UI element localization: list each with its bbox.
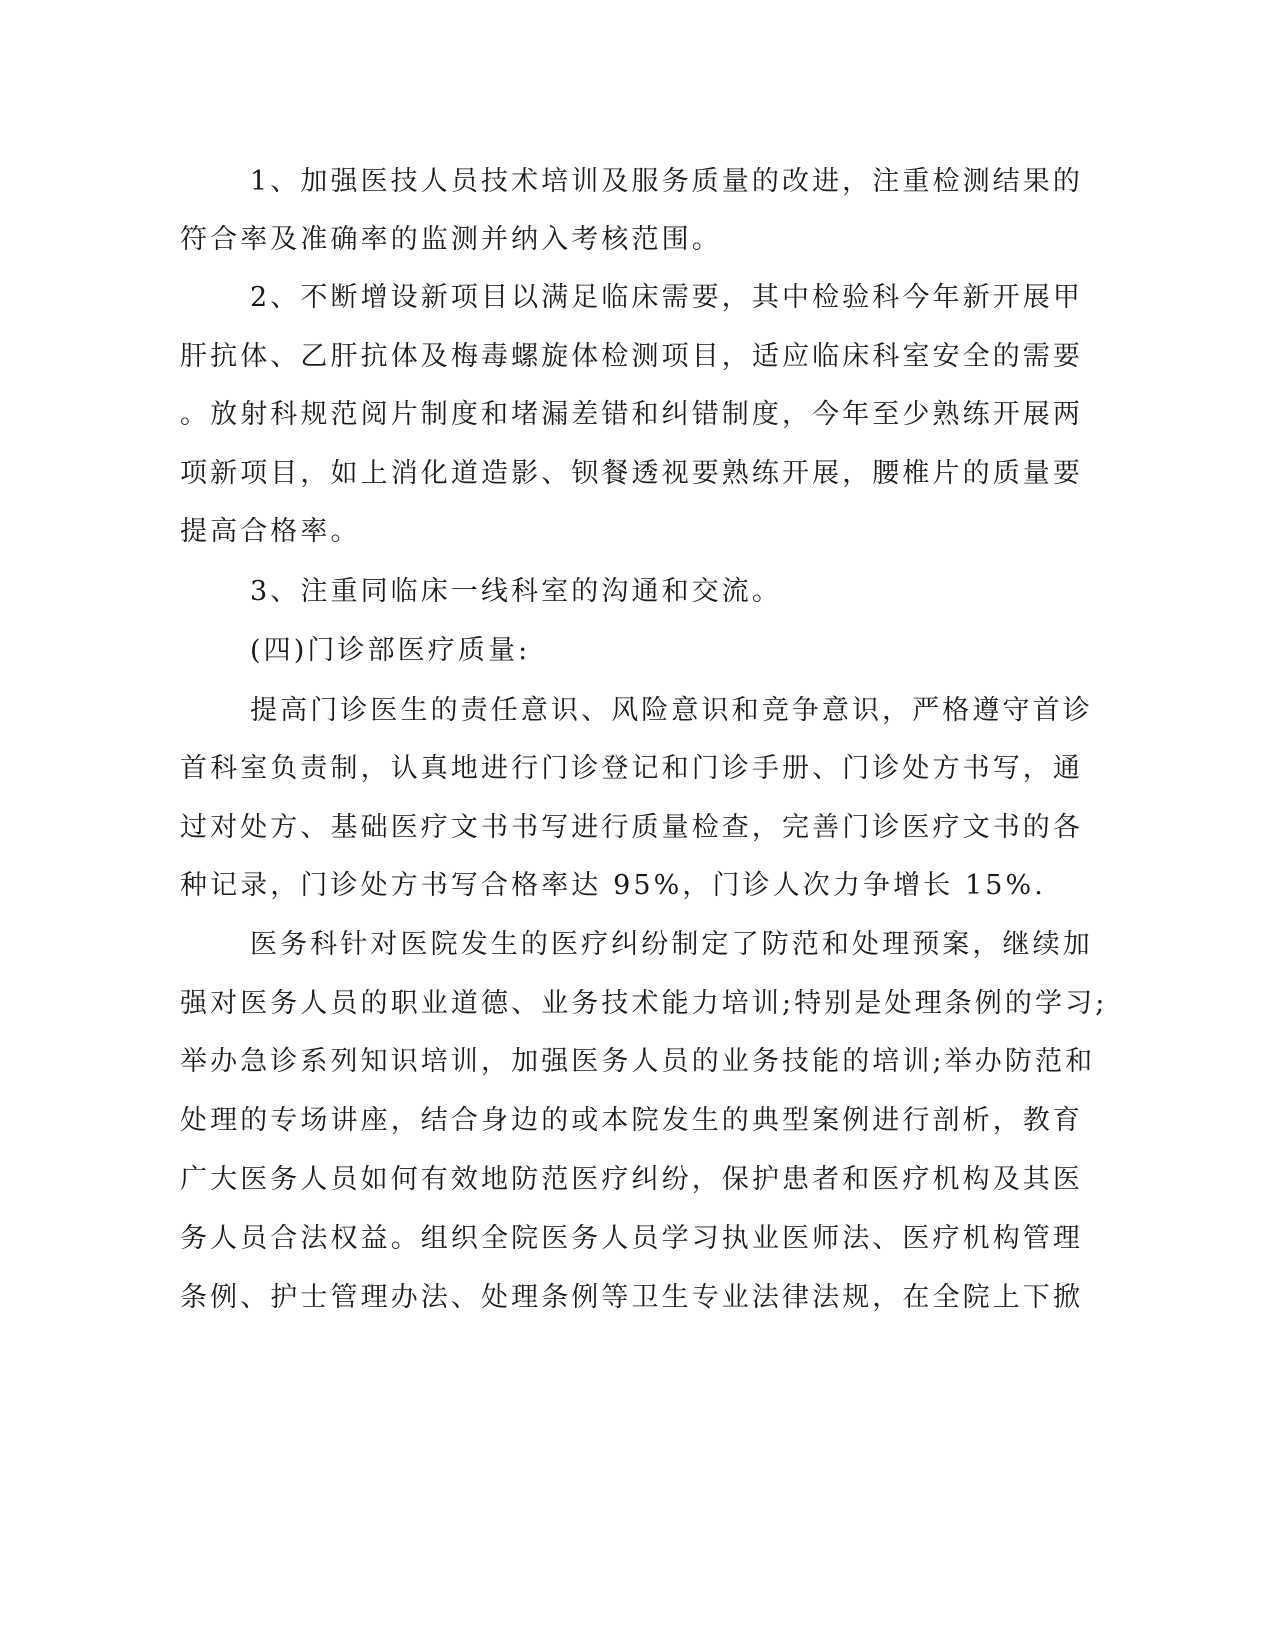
paragraph-5-line-4: 处理的专场讲座，结合身边的或本院发生的典型案例进行剖析，教育 — [180, 1105, 1083, 1136]
paragraph-5-line-5: 广大医务人员如何有效地防范医疗纠纷，保护患者和医疗机构及其医 — [180, 1164, 1083, 1195]
paragraph-1-line-2: 符合率及准确率的监测并纳入考核范围。 — [180, 224, 722, 255]
paragraph-4-line-2: 首科室负责制，认真地进行门诊登记和门诊手册、门诊处方书写，通 — [180, 753, 1083, 784]
paragraph-4-line-1: 提高门诊医生的责任意识、风险意识和竞争意识，严格遵守首诊 — [250, 695, 1093, 726]
paragraph-5-line-3: 举办急诊系列知识培训，加强医务人员的业务技能的培训;举办防范和 — [180, 1046, 1096, 1077]
paragraph-4-line-4: 种记录，门诊处方书写合格率达 95%，门诊人次力争增长 15%. — [180, 870, 1046, 901]
paragraph-3-line-1: 3、注重同临床一线科室的沟通和交流。 — [250, 576, 782, 607]
paragraph-2-line-4: 项新项目，如上消化道造影、钡餐透视要熟练开展，腰椎片的质量要 — [180, 458, 1083, 489]
paragraph-1-line-1: 1、加强医技人员技术培训及服务质量的改进，注重检测结果的 — [250, 166, 1083, 197]
paragraph-5-line-1: 医务科针对医院发生的医疗纠纷制定了防范和处理预案，继续加 — [250, 929, 1093, 960]
paragraph-2-line-3: 。放射科规范阅片制度和堵漏差错和纠错制度，今年至少熟练开展两 — [180, 399, 1083, 430]
paragraph-2-line-2: 肝抗体、乙肝抗体及梅毒螺旋体检测项目，适应临床科室安全的需要 — [180, 341, 1083, 372]
section-heading-outpatient: (四)门诊部医疗质量: — [250, 635, 531, 666]
paragraph-5-line-2: 强对医务人员的职业道德、业务技术能力培训;特别是处理条例的学习; — [180, 988, 1108, 1019]
paragraph-5-line-6: 务人员合法权益。组织全院医务人员学习执业医师法、医疗机构管理 — [180, 1223, 1083, 1254]
paragraph-2-line-5: 提高合格率。 — [180, 516, 361, 547]
paragraph-2-line-1: 2、不断增设新项目以满足临床需要，其中检验科今年新开展甲 — [250, 282, 1083, 313]
paragraph-4-line-3: 过对处方、基础医疗文书书写进行质量检查，完善门诊医疗文书的各 — [180, 812, 1083, 843]
paragraph-5-line-7: 条例、护士管理办法、处理条例等卫生专业法律法规，在全院上下掀 — [180, 1282, 1083, 1313]
